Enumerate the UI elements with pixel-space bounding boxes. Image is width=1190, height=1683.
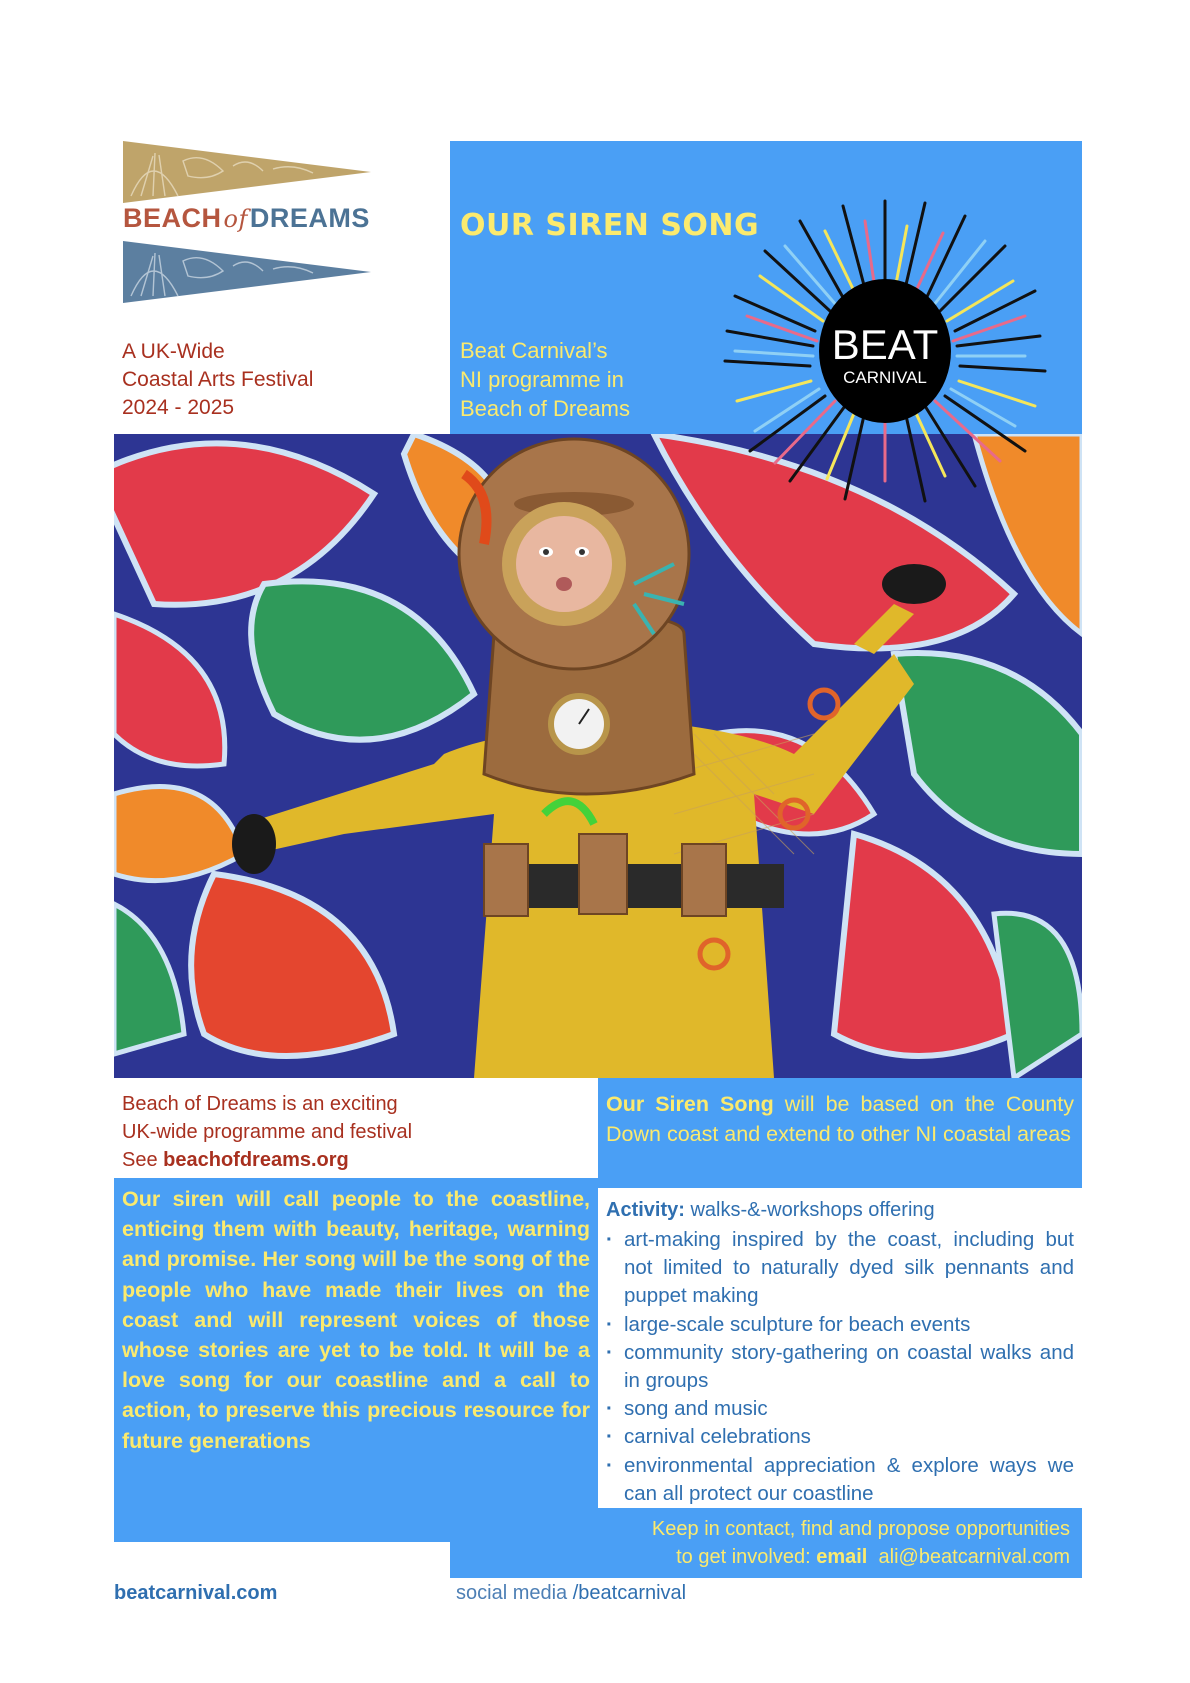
logo-dreams: DREAMS	[249, 203, 370, 233]
subtitle-line: NI programme in	[460, 367, 624, 392]
logo-of: of	[223, 205, 248, 233]
activity-heading-text: walks-&-workshops offering	[684, 1199, 935, 1221]
gold-pennant-icon	[123, 141, 371, 203]
logo-beach: BEACH	[123, 203, 222, 233]
list-item: · large-scale sculpture for beach events	[606, 1311, 1074, 1339]
tagline-line: Coastal Arts Festival	[122, 368, 314, 391]
festival-tagline	[122, 338, 313, 422]
social-label: social media	[456, 1582, 573, 1604]
list-item: · environmental appreciation & explore ways we can all protect our coastline	[606, 1452, 1074, 1508]
activity-heading	[606, 1199, 935, 1222]
tagline-line: 2024 - 2025	[122, 396, 235, 419]
tagline-line: A UK-Wide	[122, 340, 225, 363]
beach-of-dreams-logo	[123, 203, 370, 234]
intro-line: UK-wide programme and festival	[122, 1121, 413, 1143]
subtitle-line: Beat Carnival’s	[460, 338, 608, 363]
social-handle-link[interactable]: /beatcarnival	[572, 1582, 687, 1604]
blue-pennant-icon	[123, 241, 371, 303]
intro-see: See	[122, 1149, 164, 1171]
website-link[interactable]: beatcarnival.com	[114, 1582, 278, 1604]
location-body: will be based on the County Down coast and extend to other NI coastal areas	[606, 1092, 1074, 1146]
activity-label: Activity:	[606, 1199, 685, 1221]
location-bold: Our Siren Song	[606, 1092, 774, 1116]
page-title: OUR SIREN SONG	[460, 208, 760, 243]
beat-carnival-badge	[720, 196, 1050, 506]
social-media	[456, 1582, 686, 1605]
intro-line: Beach of Dreams is an exciting	[122, 1093, 398, 1115]
subtitle-line: Beach of Dreams	[460, 396, 630, 421]
activity-list	[606, 1226, 1074, 1508]
sunburst-icon	[720, 196, 1050, 506]
list-item: · art-making inspired by the coast, including but not limited to naturally dyed silk pennants and puppet making	[606, 1226, 1074, 1311]
badge-beat: BEAT	[831, 321, 939, 368]
list-item: · carnival celebrations	[606, 1423, 1074, 1451]
location-text	[606, 1089, 1074, 1149]
header-subtitle	[460, 336, 630, 423]
contact-line: Keep in contact, find and propose opportunities	[651, 1518, 1070, 1540]
beachofdreams-link[interactable]: beachofdreams.org	[163, 1149, 349, 1171]
email-label: email	[816, 1546, 868, 1568]
hero-photo	[114, 434, 1082, 1078]
contact-text	[450, 1515, 1070, 1571]
list-item: · song and music	[606, 1395, 1074, 1423]
email-link[interactable]: ali@beatcarnival.com	[878, 1546, 1070, 1568]
siren-paragraph: Our siren will call people to the coastline, enticing them with beauty, heritage, warning and promise. Her song will be the song of the people who have made their lives on the coast and will represent voices of those whose stories are yet to be told. It will be a love song for our coastline and a call to action, to preserve this precious resource for future generations	[122, 1187, 590, 1453]
intro-text	[122, 1090, 412, 1174]
list-item: · community story-gathering on coastal walks and in groups	[606, 1339, 1074, 1395]
badge-carnival: CARNIVAL	[843, 368, 927, 387]
contact-prefix: to get involved:	[676, 1546, 817, 1568]
